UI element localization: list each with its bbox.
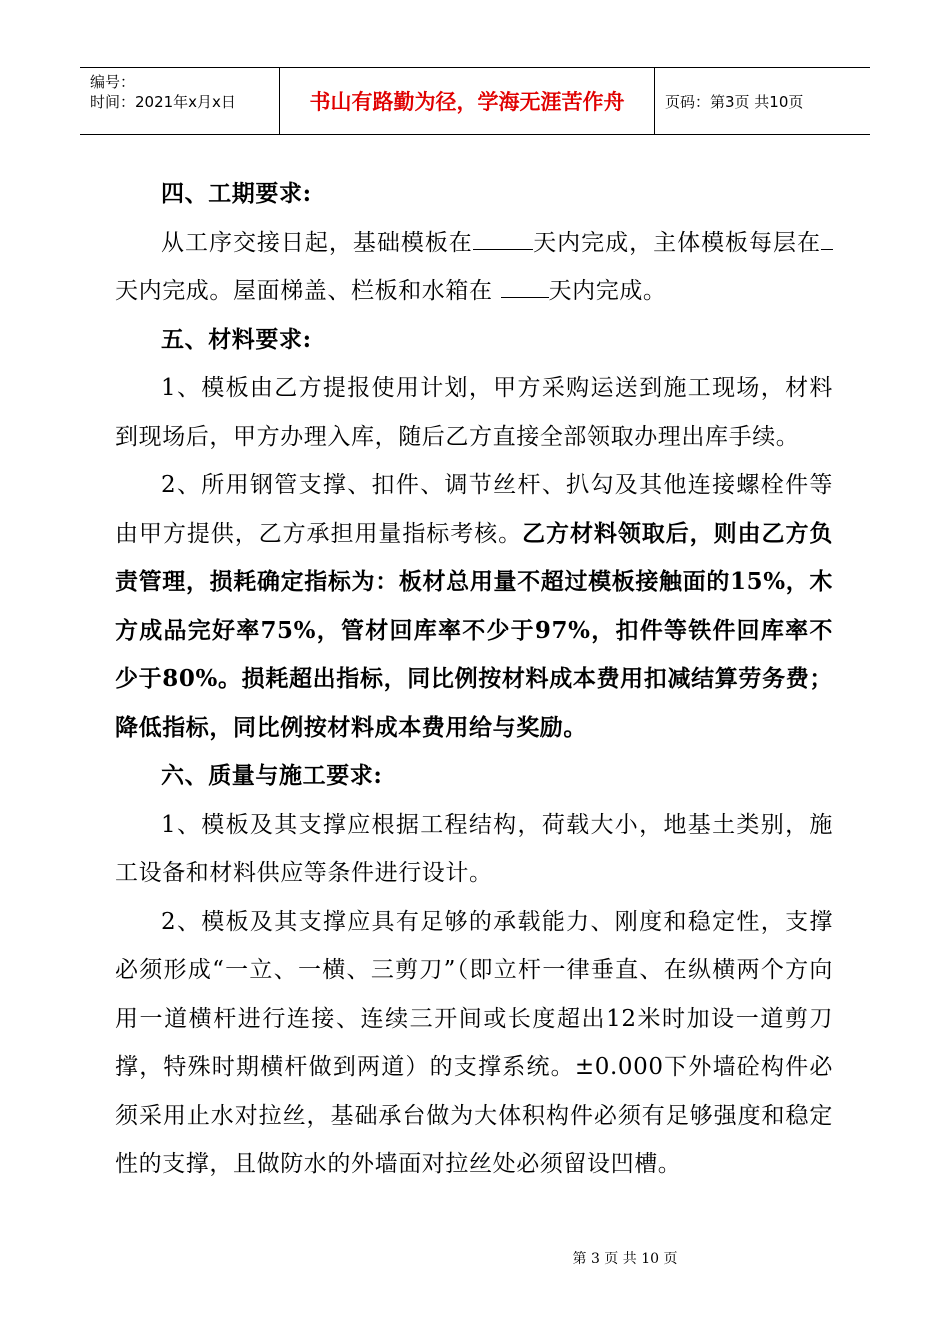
section-5-title: 五、材料要求: <box>161 325 312 353</box>
fill-blank <box>473 223 533 249</box>
header-motto: 书山有路勤为径，学海无涯苦作舟 <box>280 68 655 134</box>
header-meta <box>80 68 280 134</box>
section-5-paragraph-1: 1、模板由乙方提报使用计划，甲方采购运送到施工现场，材料到现场后，甲方办理入库，随后乙方直接全部领取办理出库手续。 <box>115 375 833 450</box>
page-footer: 第 3 页 共 10 页 <box>572 1251 678 1267</box>
section-6-paragraph-2: 2、模板及其支撑应具有足够的承载能力、刚度和稳定性，支撑必须形成“一立、一横、三剪刀”（即立杆一律垂直、在纵横两个方向用一道横杆进行连接、连续三开间或长度超出12米时加设一道剪刀撑，特殊时期横杆做到两道）的支撑系统。±0.000下外墙砼构件必须采用止水对拉丝，基础承台做为大体积构件必须有足够强度和稳定性的支撑，且做防水的外墙面对拉丝处必须留设凹槽。 <box>115 908 833 1177</box>
code-label: 编号： <box>90 73 136 91</box>
section-4-title: 四、工期要求: <box>161 180 312 207</box>
text-fragment: 天内完成。屋面梯盖、栏板和水箱在 <box>115 278 501 304</box>
section-4-paragraph <box>115 219 833 316</box>
document-body <box>115 170 833 1189</box>
section-5-paragraph-2 <box>115 461 833 752</box>
fill-blank <box>501 272 549 298</box>
time-label: 时间：2021年x月x日 <box>90 93 236 111</box>
section-6-title: 六、质量与施工要求: <box>161 762 383 789</box>
header-page-info: 页码：第3页 共10页 <box>665 92 804 111</box>
text-fragment: 2、所用钢管支撑、扣件、调节丝杆、扒勾及其他连接螺栓件等由甲方提供，乙方承担用量指标考核。 <box>115 472 833 547</box>
text-fragment: 从工序交接日起，基础模板在 <box>161 229 473 256</box>
text-fragment: 天内完成。 <box>548 278 667 304</box>
bold-text-fragment: 乙方材料领取后，则由乙方负责管理，损耗确定指标为：板材总用量不超过模板接触面的15%，木方成品完好率75%，管材回库率不少于97%，扣件等铁件回库率不少于80%。损耗超出指标，同比例按材料成本费用扣减结算劳务费；降低指标，同比例按材料成本费用给与奖励。 <box>115 519 833 741</box>
page-header <box>80 67 870 135</box>
section-6-paragraph-1: 1、模板及其支撑应根据工程结构，荷载大小，地基土类别，施工设备和材料供应等条件进行设计。 <box>115 811 833 886</box>
fill-blank <box>821 223 833 249</box>
text-fragment: 天内完成，主体模板每层在 <box>532 229 821 256</box>
